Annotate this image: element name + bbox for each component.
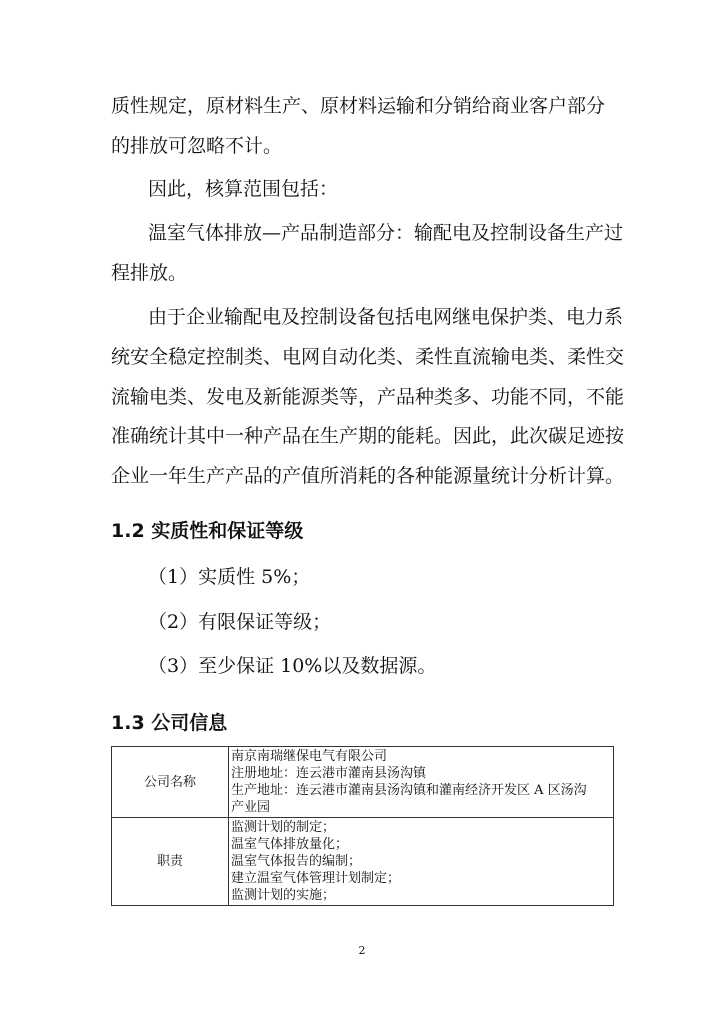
table-cell-label: 公司名称 bbox=[112, 747, 229, 818]
paragraph-line: 由于企业输配电及控制设备包括电网继电保护类、电力系 bbox=[148, 306, 624, 328]
paragraph-line: 企业一年生产产品的产值所消耗的各种能源量统计分析计算。 bbox=[111, 465, 625, 487]
table-cell-content bbox=[229, 747, 614, 818]
cell-line: 建立温室气体管理计划制定； bbox=[231, 871, 401, 886]
paragraph-line: 的排放可忽略不计。 bbox=[111, 135, 283, 157]
cell-line: 温室气体报告的编制； bbox=[231, 854, 362, 869]
cell-line: 产业园 bbox=[231, 800, 271, 815]
cell-line: 南京南瑞继保电气有限公司 bbox=[231, 749, 388, 764]
cell-line: 监测计划的制定； bbox=[231, 820, 336, 835]
paragraph-line: 统安全稳定控制类、电网自动化类、柔性直流输电类、柔性交 bbox=[111, 346, 625, 368]
company-info-table bbox=[111, 746, 614, 906]
paragraph-line: 准确统计其中一种产品在生产期的能耗。因此，此次碳足迹按 bbox=[111, 425, 625, 447]
cell-line: 生产地址：连云港市灌南县汤沟镇和灌南经济开发区 A 区汤沟 bbox=[231, 783, 587, 798]
cell-line: 监测计划的实施； bbox=[231, 888, 336, 903]
table-row bbox=[112, 818, 614, 906]
table-row bbox=[112, 747, 614, 818]
section-heading-1-2: 1.2 实质性和保证等级 bbox=[111, 520, 304, 542]
cell-line: 温室气体排放量化； bbox=[231, 837, 349, 852]
paragraph-line: 质性规定，原材料生产、原材料运输和分销给商业客户部分 bbox=[111, 95, 606, 117]
table-cell-content bbox=[229, 818, 614, 906]
paragraph-line: 温室气体排放—产品制造部分：输配电及控制设备生产过 bbox=[148, 222, 624, 244]
page-number: 2 bbox=[358, 944, 366, 957]
cell-line: 注册地址：连云港市灌南县汤沟镇 bbox=[231, 766, 427, 781]
paragraph-line: 程排放。 bbox=[111, 262, 188, 284]
list-item: （2）有限保证等级； bbox=[148, 611, 332, 633]
paragraph-line: 因此，核算范围包括： bbox=[148, 178, 339, 200]
list-item: （1）实质性 5%； bbox=[148, 566, 311, 588]
section-heading-1-3: 1.3 公司信息 bbox=[111, 712, 228, 734]
table-cell-label: 职责 bbox=[112, 818, 229, 906]
paragraph-line: 流输电类、发电及新能源类等，产品种类多、功能不同，不能 bbox=[111, 386, 625, 408]
list-item: （3）至少保证 10%以及数据源。 bbox=[148, 655, 437, 677]
